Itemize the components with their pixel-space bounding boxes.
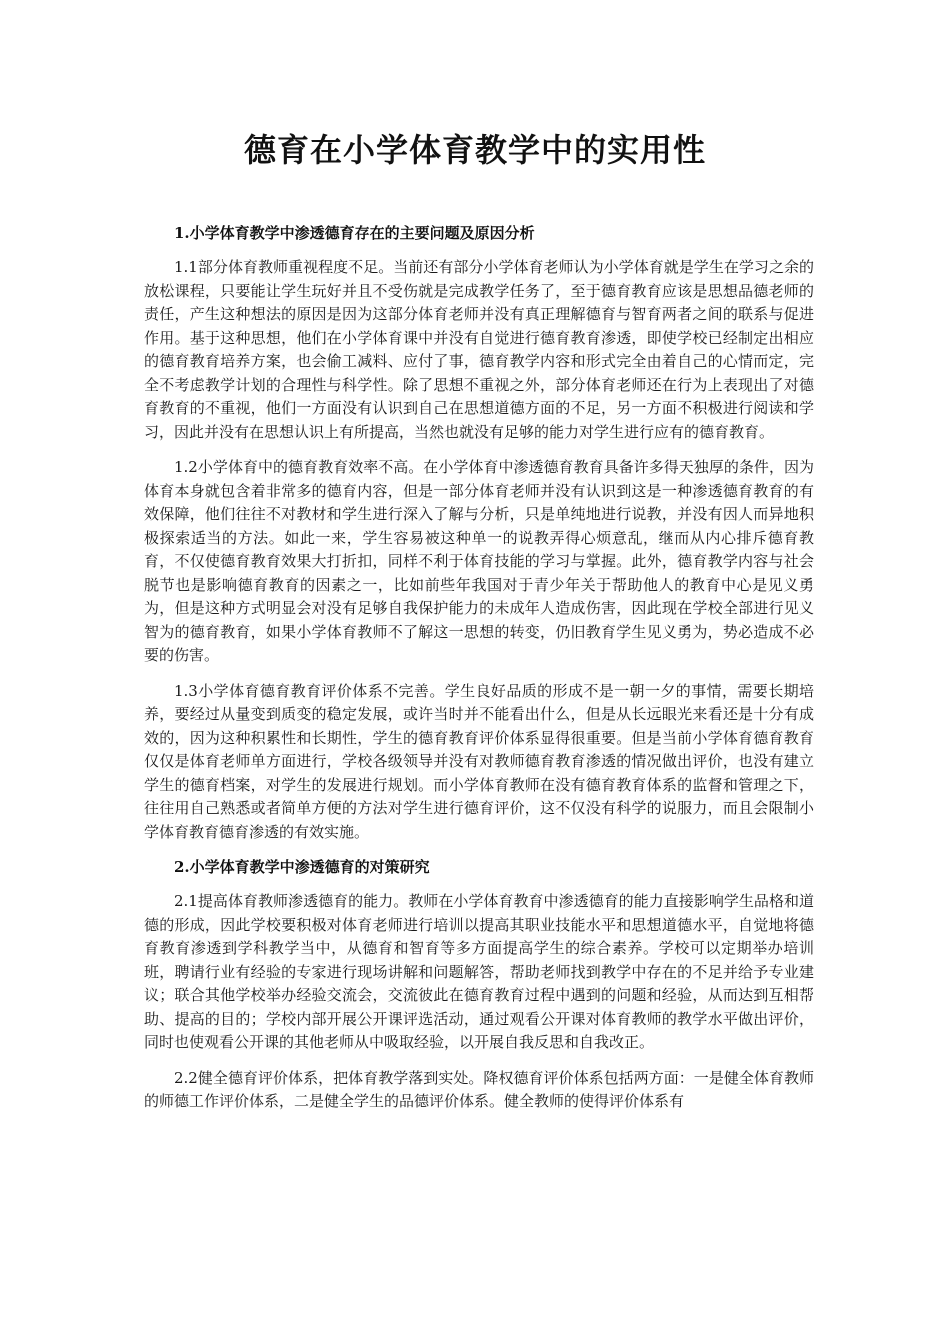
paragraph-2-2: 2.2健全德育评价体系，把体育教学落到实处。降权德育评价体系包括两方面：一是健全体育教师的师德工作评价体系，二是健全学生的品德评价体系。健全教师的使得评价体系有 — [144, 1068, 814, 1110]
paragraph-1-2: 1.2小学体育中的德育教育效率不高。在小学体育中渗透德育教育具备许多得天独厚的条件，因为体育本身就包含着非常多的德育内容，但是一部分体育老师并没有认识到这是一种渗透德育教育的有效保障，他们往往不对教材和学生进行深入了解与分析，只是单纯地进行说教，并没有因人而异地积极探索适当的方法。如此一来，学生容易被这种单一的说教弄得心烦意乱，继而从内心排斥德育教育，不仅使德育教育效果大打折扣，同样不利于体育技能的学习与掌握。此外，德育教学内容与社会脱节也是影响德育教育的因素之一，比如前些年我国对于青少年关于帮助他人的教育中心是见义勇为，但是这种方式明显会对没有足够自我保护能力的未成年人造成伤害，因此现在学校全部进行见义智为的德育教育，如果小学体育教师不了解这一思想的转变，仍旧教育学生见义勇为，势必造成不必要的伤害。 — [144, 458, 814, 664]
document-body — [144, 222, 814, 1126]
section-heading-2: 2.小学体育教学中渗透德育的对策研究 — [174, 858, 430, 876]
paragraph-1-1: 1.1部分体育教师重视程度不足。当前还有部分小学体育老师认为小学体育就是学生在学习之余的放松课程，只要能让学生玩好并且不受伤就是完成教学任务了，至于德育教育应该是思想品德老师的责任，产生这种想法的原因是因为这部分体育老师并没有真正理解德育与智育两者之间的联系与促进作用。基于这种思想，他们在小学体育课中并没有自觉进行德育教育渗透，即使学校已经制定出相应的德育教育培养方案，也会偷工减料、应付了事，德育教学内容和形式完全由着自己的心情而定，完全不考虑教学计划的合理性与科学性。除了思想不重视之外，部分体育老师还在行为上表现出了对德育教育的不重视，他们一方面没有认识到自己在思想道德方面的不足，另一方面不积极进行阅读和学习，因此并没有在思想认识上有所提高，当然也就没有足够的能力对学生进行应有的德育教育。 — [144, 258, 814, 441]
section-heading-1: 1.小学体育教学中渗透德育存在的主要问题及原因分析 — [174, 224, 535, 242]
paragraph-2-1: 2.1提高体育教师渗透德育的能力。教师在小学体育教育中渗透德育的能力直接影响学生品格和道德的形成，因此学校要积极对体育老师进行培训以提高其职业技能水平和思想道德水平，自觉地将德育教育渗透到学科教学当中，从德育和智育等多方面提高学生的综合素养。学校可以定期举办培训班，聘请行业有经验的专家进行现场讲解和问题解答，帮助老师找到教学中存在的不足并给予专业建议；联合其他学校举办经验交流会，交流彼此在德育教育过程中遇到的问题和经验，从而达到互相帮助、提高的目的；学校内部开展公开课评选活动，通过观看公开课对体育教师的教学水平做出评价，同时也使观看公开课的其他老师从中吸取经验，以开展自我反思和自我改正。 — [144, 892, 814, 1051]
document-title: 德育在小学体育教学中的实用性 — [243, 131, 706, 169]
paragraph-1-3: 1.3小学体育德育教育评价体系不完善。学生良好品质的形成不是一朝一夕的事情，需要长期培养，要经过从量变到质变的稳定发展，或许当时并不能看出什么，但是从长远眼光来看还是十分有成效的，因为这种积累性和长期性，学生的德育教育评价体系显得很重要。但是当前小学体育德育教育仅仅是体育老师单方面进行，学校各级领导并没有对教师德育教育渗透的情况做出评价，也没有建立学生的德育档案，对学生的发展进行规划。而小学体育教师在没有德育教育体系的监督和管理之下，往往用自己熟悉或者简单方便的方法对学生进行德育评价，这不仅没有科学的说服力，而且会限制小学体育教育德育渗透的有效实施。 — [144, 681, 814, 841]
